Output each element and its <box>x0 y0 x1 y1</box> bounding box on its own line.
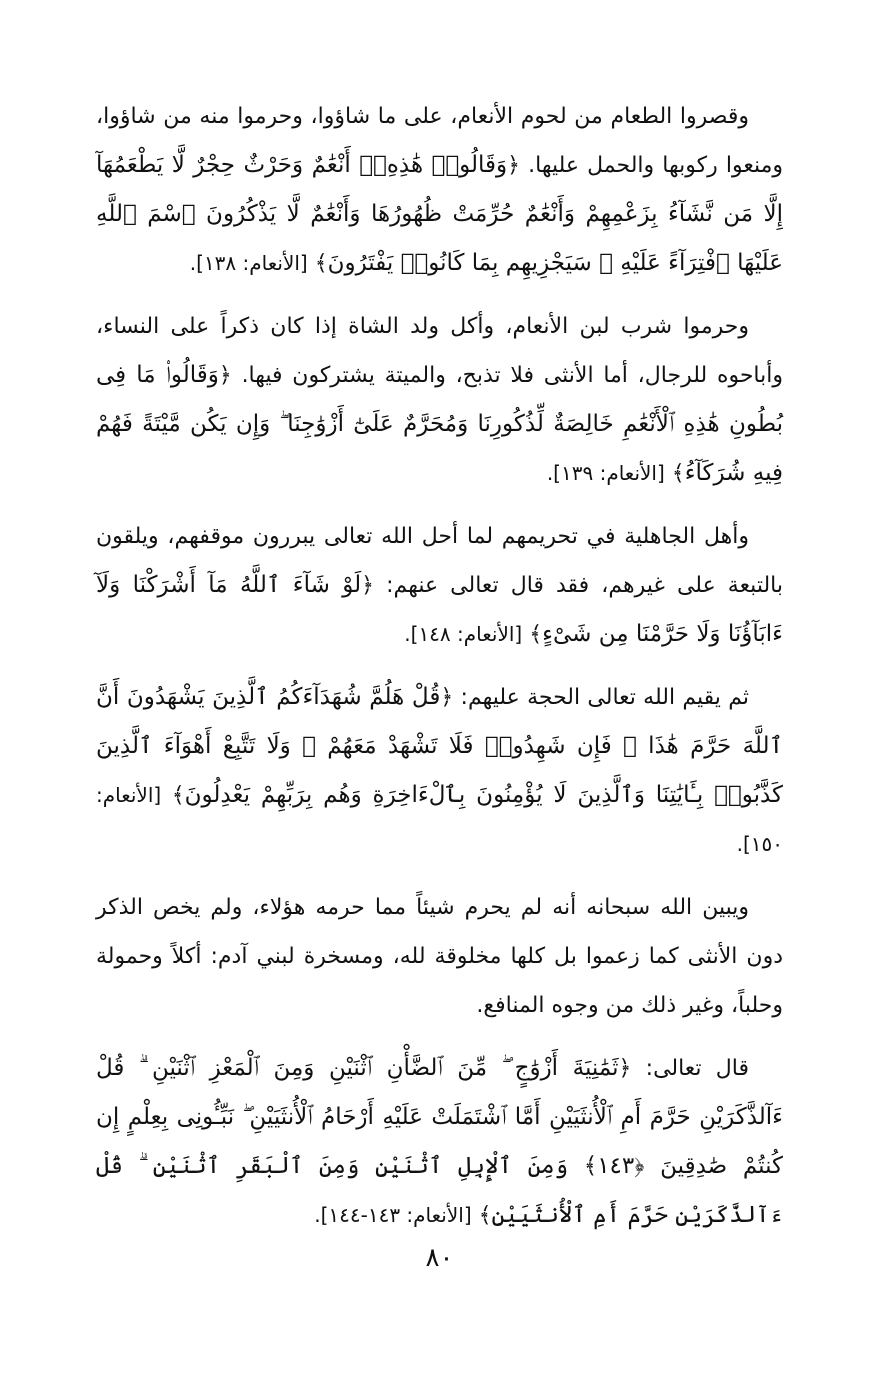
verse-close-bracket: ﴾ <box>171 783 185 808</box>
paragraph-5 <box>96 883 783 1030</box>
verse-open-bracket: ﴿ <box>361 573 375 598</box>
verse-reference: [الأنعام: ١٣٨]. <box>189 251 308 275</box>
quran-verse: وَقَالُوا۟ هَٰذِهِۦٓ أَنْعَٰمٌ وَحَرْثٌ حِجْرٌ لَّا يَطْعَمُهَآ إِلَّا مَن نَّشَآءُ بِزَعْمِهِمْ وَأَنْعَٰمٌ حُرِّمَتْ ظُهُورُهَا وَأَنْعَٰمٌ لَّا يَذْكُرُونَ ٱسْمَ ٱللَّهِ عَلَيْهَا ٱفْتِرَآءً عَلَيْهِ ۚ سَيَجْزِيهِم بِمَا كَانُوا۟ يَفْتَرُونَ <box>96 152 783 276</box>
paragraph-text: ويبين الله سبحانه أنه لم يحرم شيئاً مما حرمه هؤلاء، ولم يخص الذكر دون الأنثى كما زعموا بل كلها مخلوقة لله، ومسخرة لبني آدم: أكلاً وحمولة وحلباً، وغير ذلك من وجوه المنافع. <box>96 895 783 1018</box>
paragraph-1 <box>96 92 783 288</box>
paragraph-text: وأهل الجاهلية في تحريمهم لما أحل الله تعالى يبررون موقفهم، ويلقون بالتبعة على غيرهم، فقد قال تعالى عنهم: <box>96 524 783 598</box>
quran-verse: ثَمَٰنِيَةَ أَزْوَٰجٍ ۖ مِّنَ ٱلضَّأْنِ ٱثْنَيْنِ وَمِنَ ٱلْمَعْزِ ٱثْنَيْنِ ۗ قُلْ ءَآلذَّكَرَيْنِ حَرَّمَ أَمِ ٱلْأُنثَيَيْنِ أَمَّا ٱشْتَمَلَتْ عَلَيْهِ أَرْحَامُ ٱلْأُنثَيَيْنِ ۖ نَبِّـُٔونِى بِعِلْمٍ إِن كُنتُمْ صَٰدِقِينَ ﴿١٤٣﴾ وَمِنَ ٱلْإِبِلِ ٱثْنَيْنِ وَمِنَ ٱلْبَقَرِ ٱثْنَيْنِ ۗ قُلْ ءَآلذَّكَرَيْنِ حَرَّمَ أَمِ ٱلْأُنثَيَيْنِ <box>96 1055 783 1228</box>
verse-close-bracket: ﴾ <box>671 461 685 486</box>
verse-open-bracket: ﴿ <box>440 685 454 710</box>
verse-open-bracket: ﴿ <box>218 363 232 388</box>
paragraph-text: وحرموا شرب لبن الأنعام، وأكل ولد الشاة إذا كان ذكراً على النساء، وأباحوه للرجال، أما الأنثى فلا تذبح، والميتة يشتركون فيها. <box>96 314 783 388</box>
quran-verse: وَقَالُوا۟ مَا فِى بُطُونِ هَٰذِهِ ٱلْأَنْعَٰمِ خَالِصَةٌ لِّذُكُورِنَا وَمُحَرَّمٌ عَلَىٰٓ أَزْوَٰجِنَا ۖ وَإِن يَكُن مَّيْتَةً فَهُمْ فِيهِ شُرَكَآءُ <box>96 362 783 486</box>
verse-reference: [الأنعام: ١٤٨]. <box>404 622 523 646</box>
verse-reference: [الأنعام: ١٥٠]. <box>96 783 783 856</box>
page-body <box>96 92 783 1254</box>
verse-open-bracket: ﴿ <box>618 1056 632 1081</box>
paragraph-2 <box>96 302 783 498</box>
verse-close-bracket: ﴾ <box>529 622 543 647</box>
verse-close-bracket: ﴾ <box>314 251 328 276</box>
paragraph-4 <box>96 673 783 869</box>
verse-reference: [الأنعام: ١٤٣-١٤٤]. <box>314 1203 472 1227</box>
quran-verse: لَوْ شَآءَ ٱللَّهُ مَآ أَشْرَكْنَا وَلَآ ءَابَآؤُنَا وَلَا حَرَّمْنَا مِن شَىْءٍ <box>96 572 783 647</box>
paragraph-text: قال تعالى: <box>645 1056 749 1081</box>
paragraph-3 <box>96 512 783 659</box>
verse-open-bracket: ﴿ <box>507 153 521 178</box>
paragraph-text: ثم يقيم الله تعالى الحجة عليهم: <box>460 685 749 710</box>
verse-close-bracket: ﴾ <box>478 1203 492 1228</box>
paragraph-6 <box>96 1044 783 1240</box>
page-number: ٨٠ <box>425 1243 454 1273</box>
verse-reference: [الأنعام: ١٣٩]. <box>546 461 665 485</box>
quran-verse: قُلْ هَلُمَّ شُهَدَآءَكُمُ ٱلَّذِينَ يَشْهَدُونَ أَنَّ ٱللَّهَ حَرَّمَ هَٰذَا ۖ فَإِن شَهِدُوا۟ فَلَا تَشْهَدْ مَعَهُمْ ۚ وَلَا تَتَّبِعْ أَهْوَآءَ ٱلَّذِينَ كَذَّبُوا۟ بِـَٔايَٰتِنَا وَٱلَّذِينَ لَا يُؤْمِنُونَ بِٱلْءَاخِرَةِ وَهُم بِرَبِّهِمْ يَعْدِلُونَ <box>96 684 784 808</box>
paragraph-text: وقصروا الطعام من لحوم الأنعام، على ما شاؤوا، وحرموا منه من شاؤوا، ومنعوا ركوبها والحمل عليها. <box>96 104 783 178</box>
